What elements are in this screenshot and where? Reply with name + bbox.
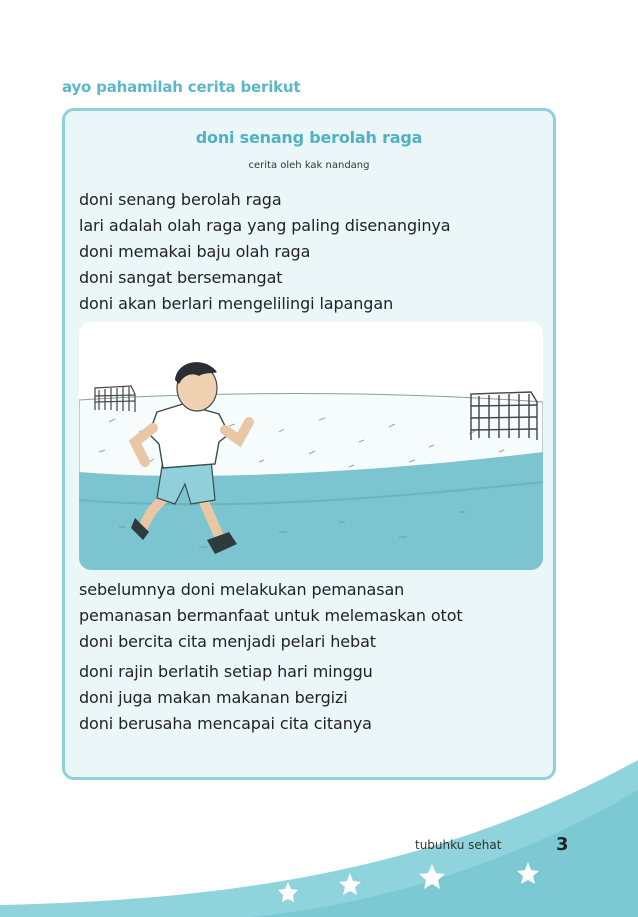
story-line: doni akan berlari mengelilingi lapangan <box>79 294 394 313</box>
story-line: pemanasan bermanfaat untuk melemaskan otot <box>79 606 463 625</box>
footer-book-title: tubuhku sehat <box>415 838 502 852</box>
story-line: lari adalah olah raga yang paling disenanginya <box>79 216 451 235</box>
section-heading: ayo pahamilah cerita berikut <box>62 78 301 96</box>
story-line: doni memakai baju olah raga <box>79 242 311 261</box>
story-line: doni sangat bersemangat <box>79 268 283 287</box>
story-line: doni rajin berlatih setiap hari minggu <box>79 662 373 681</box>
story-line: doni senang berolah raga <box>79 190 282 209</box>
story-line: doni juga makan makanan bergizi <box>79 688 348 707</box>
page-number: 3 <box>556 834 569 855</box>
story-line: doni berusaha mencapai cita citanya <box>79 714 372 733</box>
story-line: sebelumnya doni melakukan pemanasan <box>79 580 405 599</box>
story-title: doni senang berolah raga <box>195 128 423 147</box>
story-line: doni bercita cita menjadi pelari hebat <box>79 632 376 651</box>
story-byline: cerita oleh kak nandang <box>248 160 370 171</box>
